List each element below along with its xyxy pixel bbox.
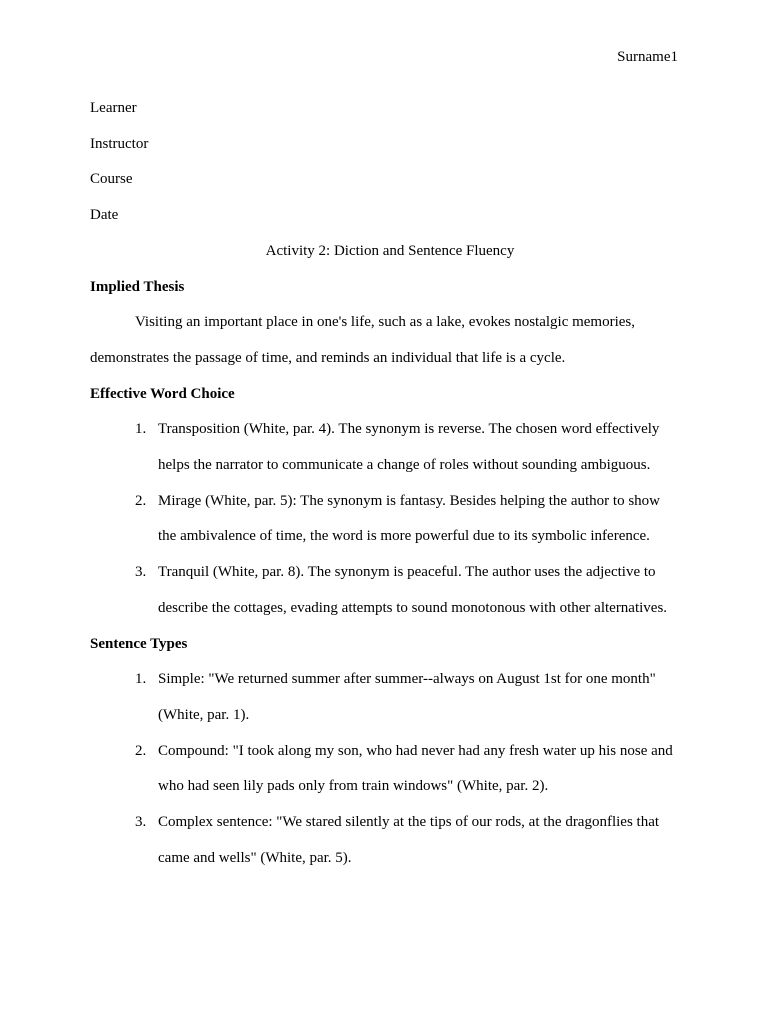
section-heading-sentence-types: Sentence Types <box>90 635 188 652</box>
list-number: 1. <box>135 671 147 688</box>
list-number: 2. <box>135 742 147 759</box>
list-item <box>90 734 690 805</box>
list-number: 3. <box>135 564 147 581</box>
list-item-line: Tranquil (White, par. 8). The synonym is peaceful. The author uses the adjective to <box>158 564 656 581</box>
list-item-line: who had seen lily pads only from train windows" (White, par. 2). <box>158 778 549 795</box>
list-number: 1. <box>135 421 147 438</box>
list-item-line: Mirage (White, par. 5): The synonym is fantasy. Besides helping the author to show <box>158 492 660 509</box>
list-number: 3. <box>135 814 147 831</box>
learner-line: Learner <box>90 100 137 116</box>
sentence-types-list <box>90 662 690 876</box>
list-number: 2. <box>135 492 147 509</box>
thesis-line <box>90 305 690 341</box>
list-item <box>90 412 690 483</box>
course-line: Course <box>90 171 133 188</box>
section-heading-implied-thesis: Implied Thesis <box>90 278 185 295</box>
date-line: Date <box>90 207 119 224</box>
word-choice-list <box>90 412 690 626</box>
thesis-paragraph <box>90 305 690 376</box>
list-item <box>90 662 690 733</box>
list-item-line: (White, par. 1). <box>158 706 250 723</box>
list-item-line: the ambivalence of time, the word is more powerful due to its symbolic inference. <box>158 528 650 545</box>
thesis-line: demonstrates the passage of time, and reminds an individual that life is a cycle. <box>90 349 566 366</box>
instructor-line: Instructor <box>90 135 149 152</box>
list-item-line: Complex sentence: "We stared silently at the tips of our rods, at the dragonflies that <box>158 814 660 831</box>
running-head: Surname1 <box>617 49 678 65</box>
list-item-line: describe the cottages, evading attempts to sound monotonous with other alternatives. <box>158 599 668 616</box>
list-item-line: Transposition (White, par. 4). The synonym is reverse. The chosen word effectively <box>158 421 660 438</box>
list-item-line: helps the narrator to communicate a change of roles without sounding ambiguous. <box>158 457 651 474</box>
list-item <box>90 484 690 555</box>
section-heading-word-choice: Effective Word Choice <box>90 385 235 402</box>
list-item-line: Simple: "We returned summer after summer--always on August 1st for one month" <box>158 671 656 688</box>
list-item-line: Compound: "I took along my son, who had never had any fresh water up his nose and <box>158 742 673 759</box>
list-item <box>90 555 690 626</box>
document-title: Activity 2: Diction and Sentence Fluency <box>265 242 515 259</box>
list-item <box>90 805 690 876</box>
thesis-line-text: Visiting an important place in one's life, such as a lake, evokes nostalgic memories, <box>135 314 636 331</box>
list-item-line: came and wells" (White, par. 5). <box>158 849 352 866</box>
document-body <box>90 91 690 876</box>
